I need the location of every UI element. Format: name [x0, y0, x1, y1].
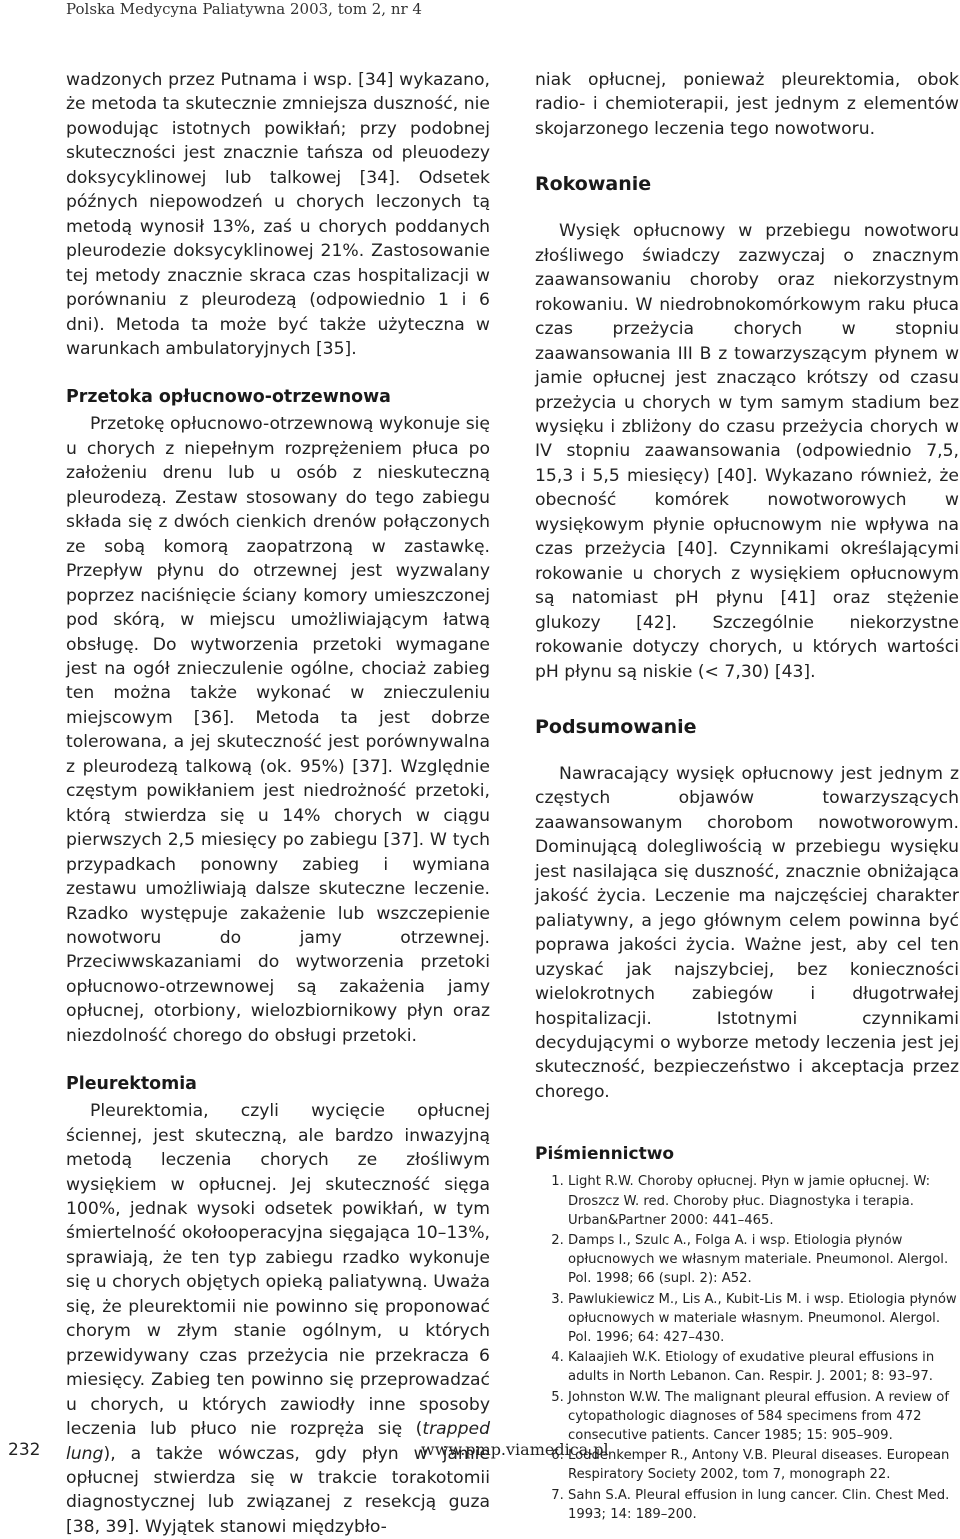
section-heading-pleurectomy: Pleurektomia: [66, 1074, 197, 1095]
reference-item: 3. Pawlukiewicz M., Lis A., Kubit-Lis M. i wsp. Etiologia płynów opłucnowych w materiale własnym. Pneumonol. Alergol. Pol. 1996; 64: 427–430.: [568, 1290, 959, 1348]
paragraph-prognosis: Wysięk opłucnowy w przebiegu nowotworu złośliwego świadczy zazwyczaj o znacznym zaawansowaniu choroby oraz niekorzystnym rokowaniu. W niedrobnokomórkowym raku płuca czas przeżycia chorych w stopniu zaawansowania III B z towarzyszącym płynem w jamie opłucnej jest znacząco krótszy od czasu przeżycia u chorych w tym samym stadium bez wysięku i zbliżony do czasu przeżycia chorych w IV stopniu zaawansowania (odpowiednio 7,5, 15,3 i 5,5 miesięcy) [40]. Wykazano również, że obecność komórek nowotworowych w wysiękowym płynie opłucnowym nie wpływa na czas przeżycia [40]. Czynnikami określającymi rokowanie u chorych z wysiękiem opłucnowym są natomiast pH płynu [41] oraz stężenie glukozy [42]. Szczególnie niekorzystne rokowanie dotyczy chorych, u których wartości pH płynu są niskie (< 7,30) [43].: [535, 221, 959, 682]
references-heading: Piśmiennictwo: [535, 1144, 675, 1165]
references-list: [535, 1172, 959, 1524]
paragraph-summary: Nawracający wysięk opłucnowy jest jednym z częstych objawów towarzyszących zaawansowanym chorobom nowotworowym. Dominującą dolegliwością w przebiegu wysięku jest nasilająca się duszność, znacznie obniżająca jakość życia. Leczenie ma najczęściej charakter paliatywny, a jego głównym celem powinna być poprawa jakości życia. Ważne jest, aby cel ten uzyskać jak najszybciej, bez konieczności wielokrotnych zabiegów i długotrwałej hospitalizacji. Istotnymi czynnikami decydującymi o wyborze metody leczenia jest jej skuteczność, bezpieczeństwo i akceptacja przez chorego.: [535, 763, 959, 1102]
section-heading-summary: Podsumowanie: [535, 715, 697, 738]
section-heading-fistula: Przetoka opłucnowo-otrzewnowa: [66, 387, 391, 408]
reference-item: 6. Loddenkemper R., Antony V.B. Pleural diseases. European Respiratory Society 2002, tom 7, monograph 22.: [568, 1446, 959, 1484]
trapped-lung-term: trapped lung: [66, 1419, 490, 1464]
footer-url: www.pmp.viamedica.pl: [421, 1440, 609, 1459]
paragraph-pleurectomy: [66, 1099, 490, 1539]
paragraph-pleurectomy-part-a: Pleurektomia, czyli wycięcie opłucnej ściennej, jest skuteczną, ale bardzo inwazyjną metodą leczenia chorych ze złośliwym wysiękiem w opłucnej. Jej skuteczność sięga 100%, jednak wysoki odsetek powikłań, w tym śmiertelność okołooperacyjna sięgająca 10–13%, sprawiają, że ten typ zabiegu rzadko wykonuje się u chorych objętych opieką paliatywną. Uważa się, że pleurektomii nie powinno się proponować chorym w złym stanie ogólnym, u których przewidywany czas przeżycia nie przekracza 6 miesięcy. Zabieg ten powinno się przeprowadzać u chorych, u których zawiodły inne sposoby leczenia lub płuco nie rozpręża się (: [66, 1101, 490, 1440]
reference-item: 7. Sahn S.A. Pleural effusion in lung cancer. Clin. Chest Med. 1993; 14: 189–200.: [568, 1486, 959, 1524]
page-number: 232: [8, 1440, 41, 1460]
section-heading-prognosis: Rokowanie: [535, 173, 652, 196]
paragraph-continuation-right: niak opłucnej, ponieważ pleurektomia, obok radio- i chemioterapii, jest jednym z elementów skojarzonego leczenia tego nowotworu.: [535, 70, 959, 139]
reference-item: 2. Damps I., Szulc A., Folga A. i wsp. Etiologia płynów opłucnowych we własnym materiale. Pneumonol. Alergol. Pol. 1998; 66 (supl. 2): A52.: [568, 1231, 959, 1289]
right-column: [535, 68, 959, 1525]
running-header: Polska Medycyna Paliatywna 2003, tom 2, nr 4: [66, 0, 422, 18]
paragraph-pleurectomy-part-b: ), a także wówczas, gdy płyn w jamie opłucnej stwierdza się w trakcie torakotomii diagnostycznej lub związanej z resekcją guza [38, 39]. Wyjątek stanowi międzybło-: [66, 1443, 490, 1537]
left-column: [66, 68, 490, 1539]
reference-item: 1. Light R.W. Choroby opłucnej. Płyn w jamie opłucnej. W: Droszcz W. red. Choroby płuc. Diagnostyka i terapia. Urban&Partner 2000: 441–465.: [568, 1172, 959, 1230]
paragraph-fistula: Przetokę opłucnowo-otrzewnową wykonuje się u chorych z niepełnym rozprężeniem płuca po założeniu drenu lub u osób z nieskuteczną pleurodezą. Zestaw stosowany do tego zabiegu składa się z dwóch cienkich drenów połączonych ze sobą komorą zaopatrzoną w zastawkę. Przepływ płynu do otrzewnej jest wyzwalany poprzez naciśnięcie ściany komory umieszczonej pod skórą, w miejscu umożliwiającym łatwą obsługę. Do wytworzenia przetoki wymagane jest na ogół znieczulenie ogólne, chociaż zabieg ten można także wykonać w znieczuleniu miejscowym [36]. Metoda ta jest dobrze tolerowana, a jej skuteczność jest porównywalna z pleurodezą talkową (ok. 95%) [37]. Względnie częstym powikłaniem jest niedrożność przetoki, którą stwierdza się u 14% chorych w ciągu pierwszych 2,5 miesięcy po zabiegu [37]. W tych przypadkach ponowny zabieg i wymiana zestawu umożliwiają dalsze skuteczne leczenie. Rzadko występuje zakażenie lub wszczepienie nowotworu do jamy otrzewnej. Przeciwwskazaniami do wytworzenia przetoki opłucnowo-otrzewnowej są zakażenia jamy opłucnej, otorbiony, wielozbiornikowy płyn oraz niezdolność chorego do obsługi przetoki.: [66, 414, 490, 1046]
reference-item: 4. Kalaajieh W.K. Etiology of exudative pleural effusions in adults in North Lebanon. Can. Respir. J. 2001; 8: 93–97.: [568, 1348, 959, 1386]
reference-item: 5. Johnston W.W. The malignant pleural effusion. A review of cytopathologic diagnoses of 584 specimens from 472 consecutive patients. Cancer 1985; 15: 905–909.: [568, 1388, 959, 1446]
paragraph-continuation: wadzonych przez Putnama i wsp. [34] wykazano, że metoda ta skutecznie zmniejsza duszność, nie powodując istotnych powikłań; przy podobnej skuteczności jest znacznie tańsza od pleuodezy doksycyklinowej lub talkowej [34]. Odsetek późnych niepowodzeń u chorych leczonych tą metodą wynosił 13%, zaś u chorych poddanych pleurodezie doksycyklinowej 21%. Zastosowanie tej metody znacznie skraca czas hospitalizacji w porównaniu z pleurodezą (odpowiednio 1 i 6 dni). Metoda ta może być także użyteczna w warunkach ambulatoryjnych [35].: [66, 70, 490, 359]
